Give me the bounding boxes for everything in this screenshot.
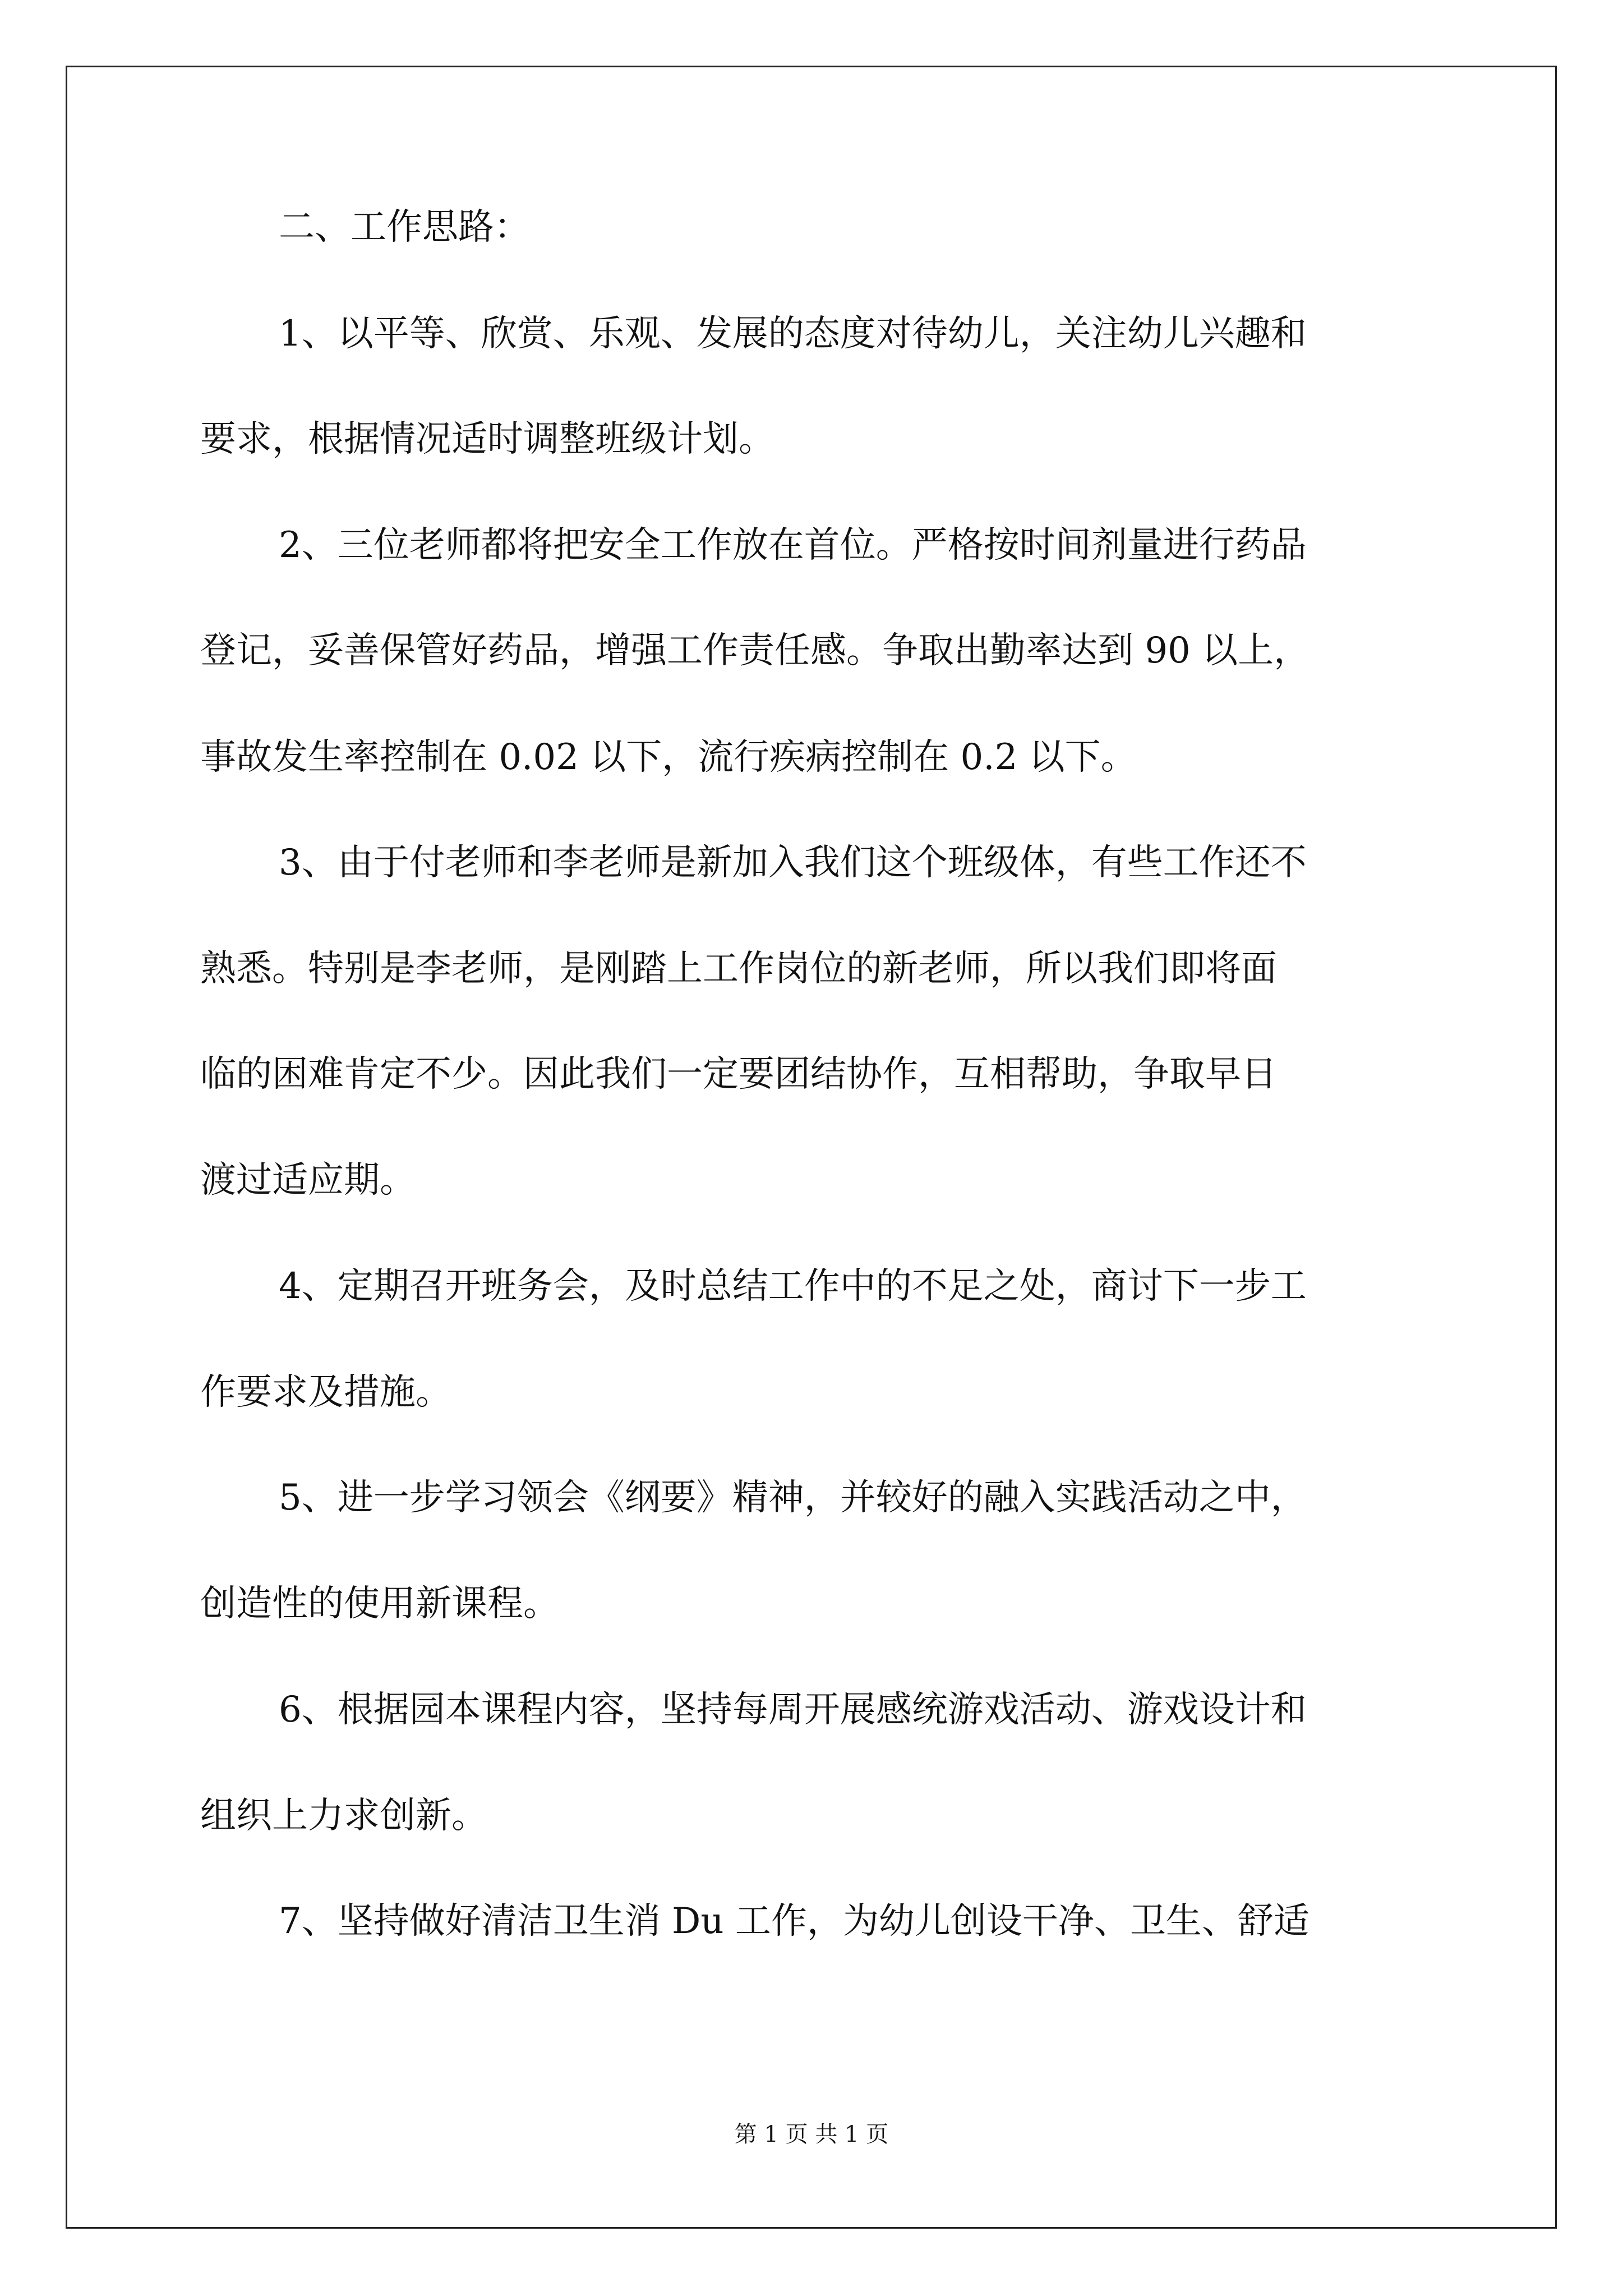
paragraph-6-line-1: 6、根据园本课程内容，坚持每周开展感统游戏活动、游戏设计和 [279,1689,1307,1731]
paragraph-5-line-2: 创造性的使用新课程。 [200,1583,559,1625]
paragraph-1-line-1: 1、以平等、欣赏、乐观、发展的态度对待幼儿，关注幼儿兴趣和 [279,313,1307,355]
paragraph-7-line-1: 7、坚持做好清洁卫生消 Du 工作，为幼儿创设干净、卫生、舒适 [279,1901,1310,1942]
paragraph-2-line-3: 事故发生率控制在 0.02 以下，流行疾病控制在 0.2 以下。 [200,737,1137,778]
paragraph-1-line-2: 要求，根据情况适时调整班级计划。 [200,418,774,460]
paragraph-2-line-2: 登记，妥善保管好药品，增强工作责任感。争取出勤率达到 90 以上， [200,630,1310,671]
paragraph-5-line-1: 5、进一步学习领会《纲要》精神，并较好的融入实践活动之中， [279,1477,1307,1519]
paragraph-4-line-1: 4、定期召开班务会，及时总结工作中的不足之处，商讨下一步工 [279,1266,1307,1307]
paragraph-2-line-1: 2、三位老师都将把安全工作放在首位。严格按时间剂量进行药品 [279,524,1307,566]
paragraph-3-line-3: 临的困难肯定不少。因此我们一定要团结协作，互相帮助，争取早日 [200,1053,1277,1095]
paragraph-3-line-4: 渡过适应期。 [200,1159,416,1201]
paragraph-3-line-1: 3、由于付老师和李老师是新加入我们这个班级体，有些工作还不 [279,842,1307,884]
page-number-footer: 第 1 页 共 1 页 [734,2122,889,2147]
paragraph-3-line-2: 熟悉。特别是李老师，是刚踏上工作岗位的新老师，所以我们即将面 [200,948,1277,990]
section-heading: 二、工作思路： [279,206,530,248]
paragraph-6-line-2: 组织上力求创新。 [200,1795,487,1837]
paragraph-4-line-2: 作要求及措施。 [200,1372,451,1413]
